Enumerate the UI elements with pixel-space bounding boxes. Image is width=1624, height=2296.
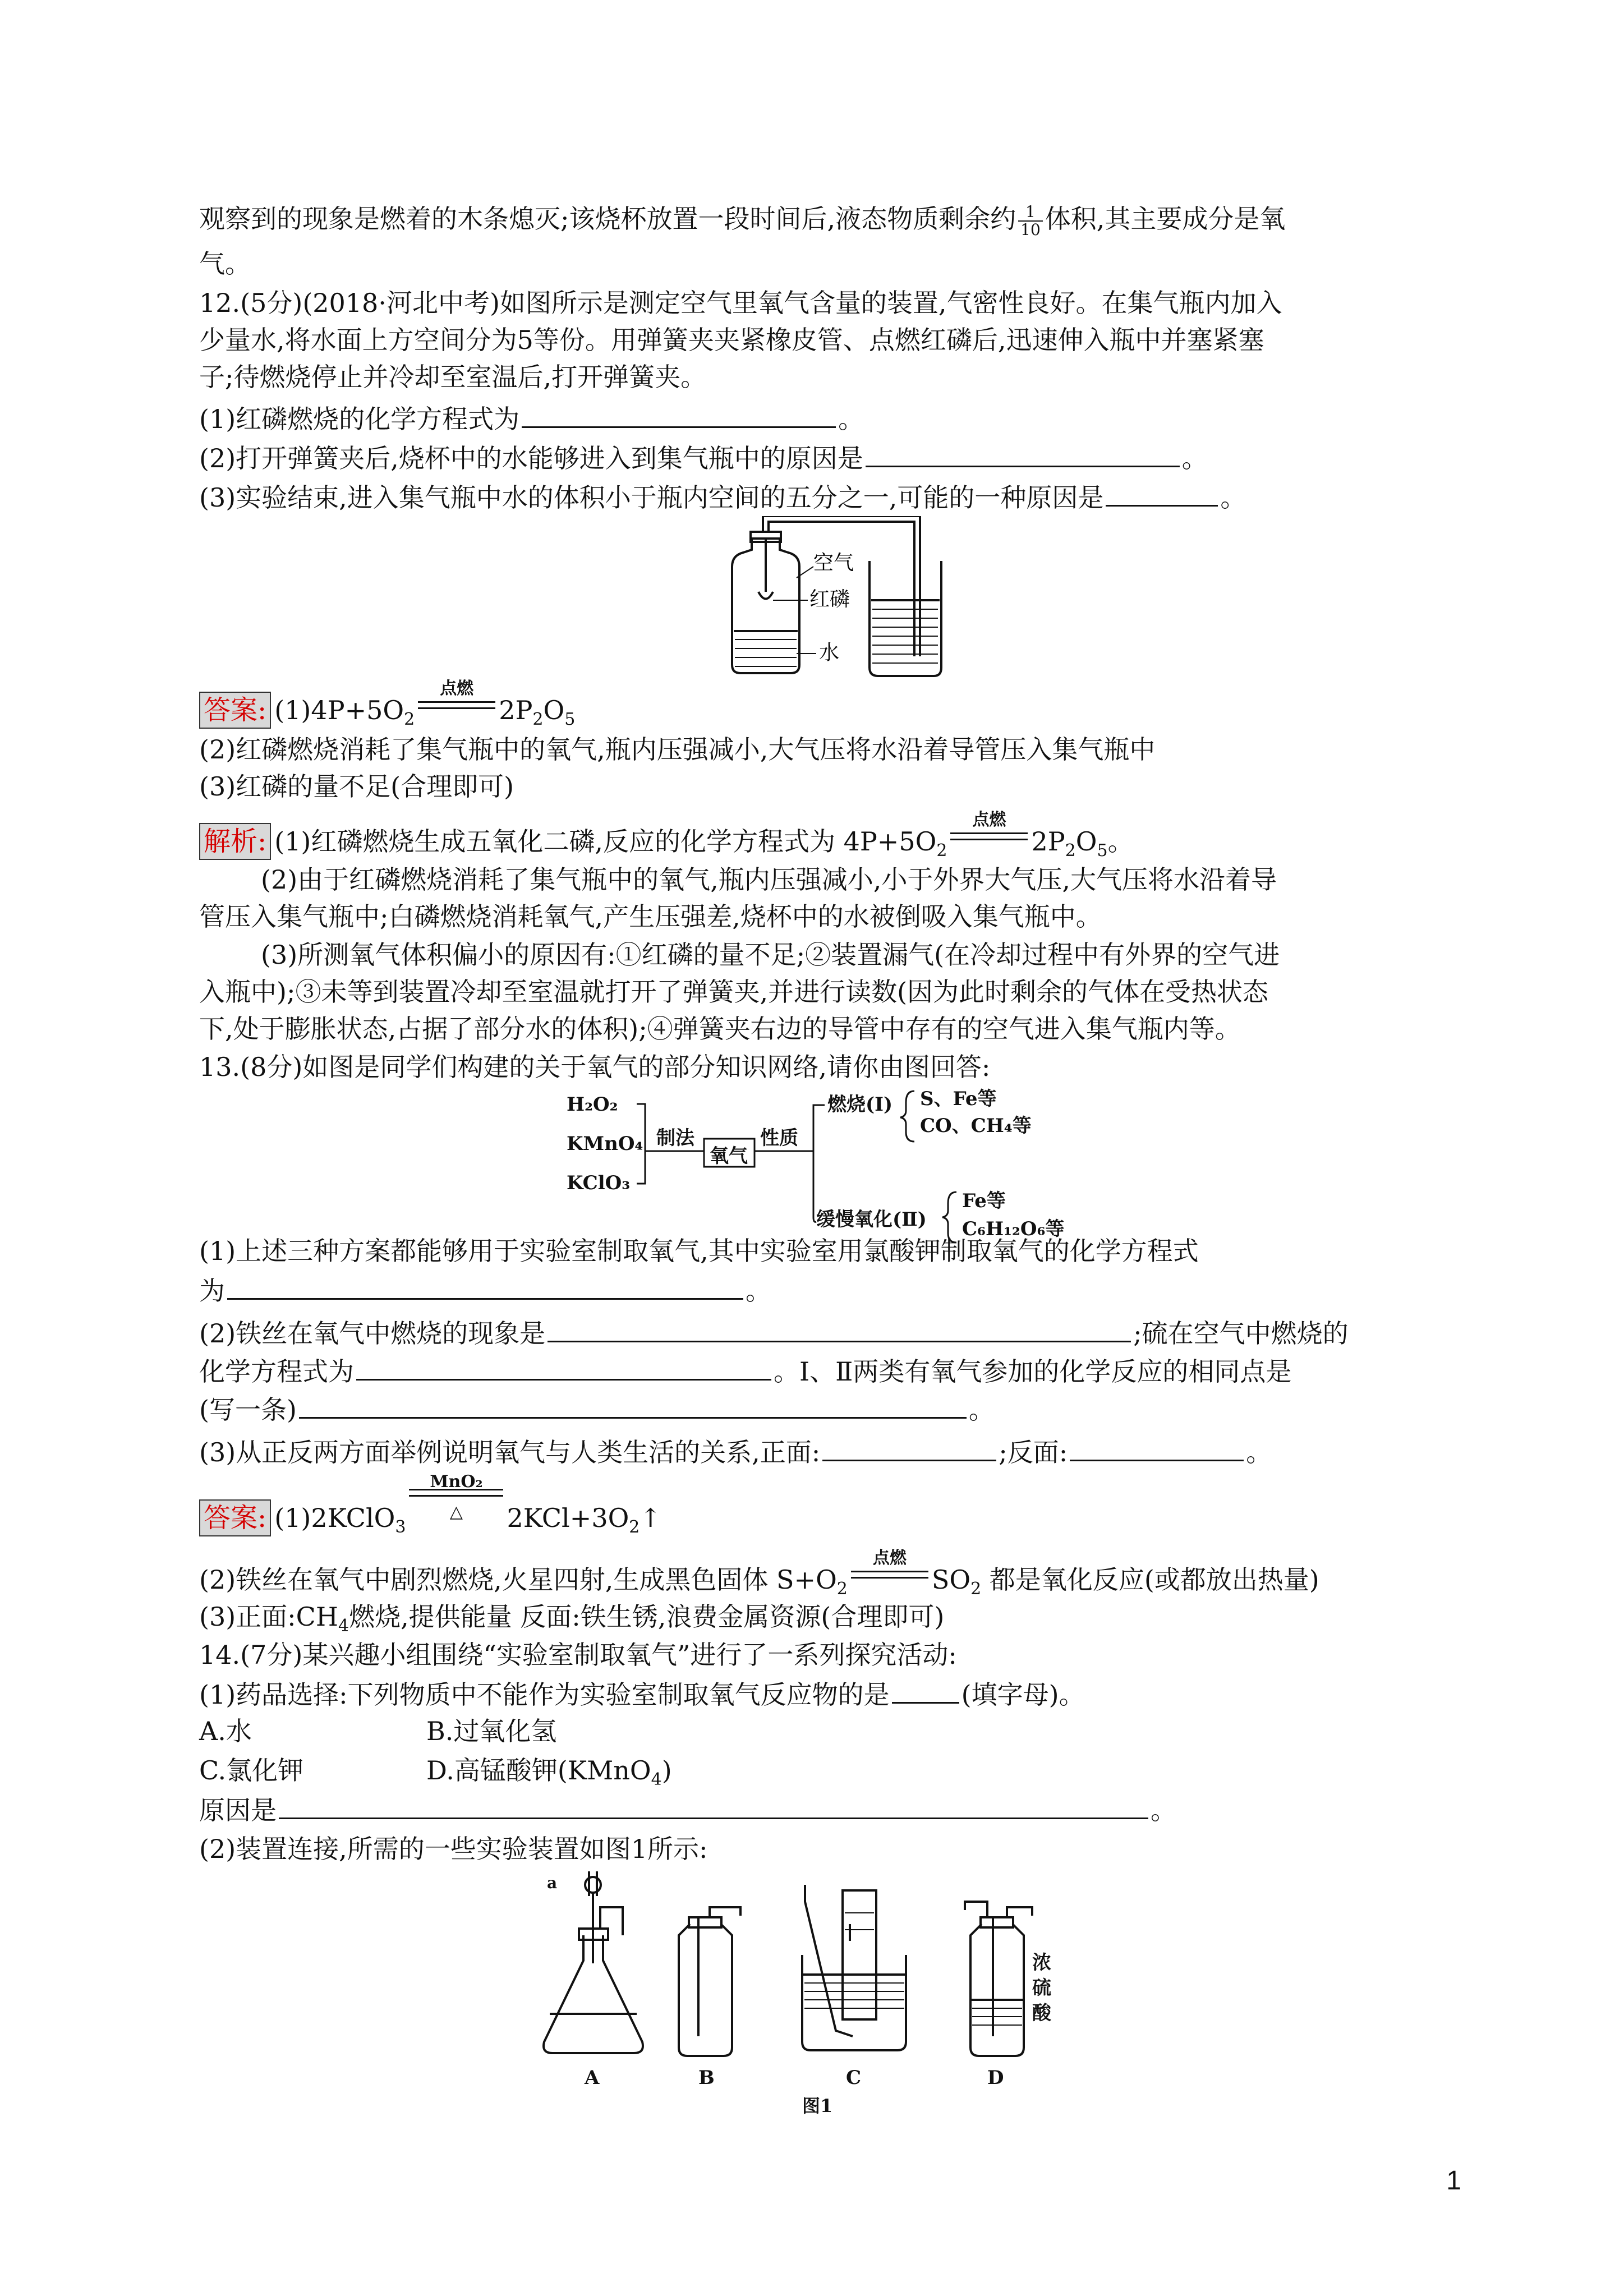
q14-sub-1: (1)药品选择:下列物质中不能作为实验室制取氧气反应物的是 (填字母)。: [199, 1677, 1085, 1711]
reaction-condition: 点燃: [415, 691, 499, 719]
oxygen-knowledge-network: [561, 1088, 1099, 1251]
page-number: 1: [1446, 2166, 1461, 2196]
analysis-12-line-4: (3)所测氧气体积偏小的原因有:①红磷的量不足;②装置漏气(在冷却过程中有外界的空气进: [261, 940, 1280, 970]
q12-stem-1: 12.(5分)(2018·河北中考)如图所示是测定空气里氧气含量的装置,气密性良好。在集气瓶内加入: [199, 288, 1282, 318]
q14-reason: 原因是 。: [199, 1793, 1176, 1827]
q12-sub-1: (1)红磷燃烧的化学方程式为 。: [199, 402, 864, 436]
q13-stem: 13.(8分)如图是同学们构建的关于氧气的部分知识网络,请你由图回答:: [199, 1052, 991, 1082]
q12-stem-3: 子;待燃烧停止并冷却至室温后,打开弹簧夹。: [199, 362, 707, 392]
q14-option-a: A.水: [199, 1716, 252, 1746]
answer-blank: [866, 441, 1180, 467]
q14-option-b: B.过氧化氢: [426, 1716, 557, 1746]
answer-blank: [227, 1273, 743, 1300]
label-apparatus-c: C: [846, 2067, 862, 2089]
label-acid-3: 酸: [1032, 2002, 1051, 2024]
q14-option-d: D.高锰酸钾(KMnO$_4$): [426, 1755, 672, 1790]
label-red-phosphorus: 红磷: [809, 588, 850, 611]
reaction-condition: 点燃: [947, 822, 1031, 850]
answer-12-line-1: 答案: $(1)4P+5O_2$ 点燃 $2P_2O_5$: [199, 691, 575, 737]
answer-12-line-3: (3)红磷的量不足(合理即可): [199, 771, 514, 802]
analysis-12-line-3: 管压入集气瓶中;白磷燃烧消耗氧气,产生压强差,烧杯中的水被倒吸入集气瓶中。: [199, 901, 1102, 932]
q12-stem-2: 少量水,将水面上方空间分为5等份。用弹簧夹夹紧橡皮管、点燃红磷后,迅速伸入瓶中并塞紧塞: [199, 325, 1264, 355]
reaction-condition: 点燃: [848, 1561, 932, 1589]
net-slow-1: Fe等: [962, 1190, 1006, 1212]
net-burn-1: S、Fe等: [920, 1088, 997, 1110]
net-burn-2: CO、CH₄等: [920, 1115, 1032, 1137]
answer-blank: [356, 1354, 771, 1381]
q13-sub-3: (3)从正反两方面举例说明氧气与人类生活的关系,正面: ;反面: 。: [199, 1435, 1272, 1469]
q14-option-c: C.氯化钾: [199, 1755, 304, 1786]
label-water: 水: [819, 641, 840, 664]
apparatus-figure-1: [539, 1868, 1099, 2115]
label-acid-1: 浓: [1032, 1952, 1051, 1974]
q14-sub-2: (2)装置连接,所需的一些实验装置如图1所示:: [199, 1834, 708, 1864]
answer-tag: 答案:: [199, 692, 271, 729]
text-line: 气。: [199, 249, 251, 279]
answer-13-line-3: (3)正面$:CH_4$燃烧,提供能量 反面:铁生锈,浪费金属资源(合理即可): [199, 1602, 945, 1636]
net-slow: 缓慢氧化(Ⅱ): [816, 1208, 927, 1231]
answer-blank: [1106, 480, 1218, 507]
net-xingzhi: 性质: [760, 1127, 798, 1149]
label-a: a: [547, 1874, 558, 1892]
label-apparatus-b: B: [698, 2067, 715, 2089]
q14-stem: 14.(7分)某兴趣小组围绕“实验室制取氧气”进行了一系列探究活动:: [199, 1640, 957, 1670]
q12-sub-3: (3)实验结束,进入集气瓶中水的体积小于瓶内空间的五分之一,可能的一种原因是 。: [199, 480, 1246, 514]
q13-sub-2b: 化学方程式为 。Ⅰ、Ⅱ两类有氧气参加的化学反应的相同点是: [199, 1354, 1291, 1388]
analysis-12-line-6: 下,处于膨胀状态,占据了部分水的体积);④弹簧夹右边的导管中存有的空气进入集气瓶内等。: [199, 1014, 1241, 1044]
reaction-condition: MnO₂ △: [406, 1499, 507, 1527]
label-acid-2: 硫: [1032, 1977, 1051, 1999]
analysis-12-line-5: 入瓶中);③未等到装置冷却至室温就打开了弹簧夹,并进行读数(因为此时剩余的气体在受热状态: [199, 977, 1269, 1007]
net-kclo3: KClO₃: [567, 1172, 631, 1194]
net-h2o2: H₂O₂: [567, 1093, 618, 1116]
q13-sub-1b: 为 。: [199, 1273, 771, 1308]
q13-sub-2c: (写一条) 。: [199, 1392, 995, 1427]
answer-13-line-2: (2)铁丝在氧气中剧烈燃烧,火星四射,生成黑色固体 $S+O_2$ 点燃 $SO_2$ 都是氧化反应(或都放出热量): [199, 1548, 1319, 1599]
analysis-12-line-2: (2)由于红磷燃烧消耗了集气瓶中的氧气,瓶内压强减小,小于外界大气压,大气压将水沿着导: [261, 864, 1277, 895]
analysis-tag: 解析:: [199, 823, 271, 860]
label-apparatus-a: A: [585, 2067, 600, 2089]
label-air: 空气: [813, 551, 854, 574]
net-zhifa: 制法: [656, 1127, 694, 1149]
q13-sub-1a: (1)上述三种方案都能够用于实验室制取氧气,其中实验室用氯酸钾制取氧气的化学方程式: [199, 1236, 1199, 1266]
analysis-12-line-1: 解析: (1)红磷燃烧生成五氧化二磷,反应的化学方程式为 $4P+5O_2$ 点燃 $2P_2O_5$。: [199, 822, 1134, 868]
q12-sub-2: (2)打开弹簧夹后,烧杯中的水能够进入到集气瓶中的原因是 。: [199, 441, 1208, 475]
net-slow-2: C₆H₁₂O₆等: [962, 1218, 1065, 1240]
text-line: 观察到的现象是燃着的木条熄灭;该烧杯放置一段时间后,液态物质剩余约 $\frac{1}{10}$ 体积,其主要成分是氧: [199, 203, 1286, 239]
answer-blank: [892, 1677, 959, 1704]
oxygen-measurement-apparatus: [707, 516, 942, 679]
net-kmno4: KMnO₄: [567, 1133, 643, 1155]
q13-sub-2a: (2)铁丝在氧气中燃烧的现象是 ;硫在空气中燃烧的: [199, 1316, 1349, 1350]
answer-tag: 答案:: [199, 1499, 271, 1536]
answer-12-line-2: (2)红磷燃烧消耗了集气瓶中的氧气,瓶内压强减小,大气压将水沿着导管压入集气瓶中: [199, 734, 1156, 765]
answer-blank: [299, 1392, 967, 1419]
answer-blank: [1070, 1435, 1244, 1461]
answer-blank: [279, 1793, 1148, 1819]
fraction: $\frac{1}{10}$: [1018, 204, 1043, 238]
net-burn: 燃烧(Ⅰ): [827, 1093, 893, 1116]
answer-blank: [822, 1435, 996, 1461]
net-oxygen: 氧气: [710, 1145, 748, 1167]
label-apparatus-d: D: [987, 2067, 1004, 2089]
figure-caption: 图1: [802, 2095, 833, 2115]
answer-blank: [548, 1316, 1131, 1342]
answer-blank: [522, 402, 836, 428]
answer-13-line-1: 答案: (1)2KClO$_3$ MnO₂ △ $2KCl+3O_2↑$: [199, 1499, 661, 1544]
